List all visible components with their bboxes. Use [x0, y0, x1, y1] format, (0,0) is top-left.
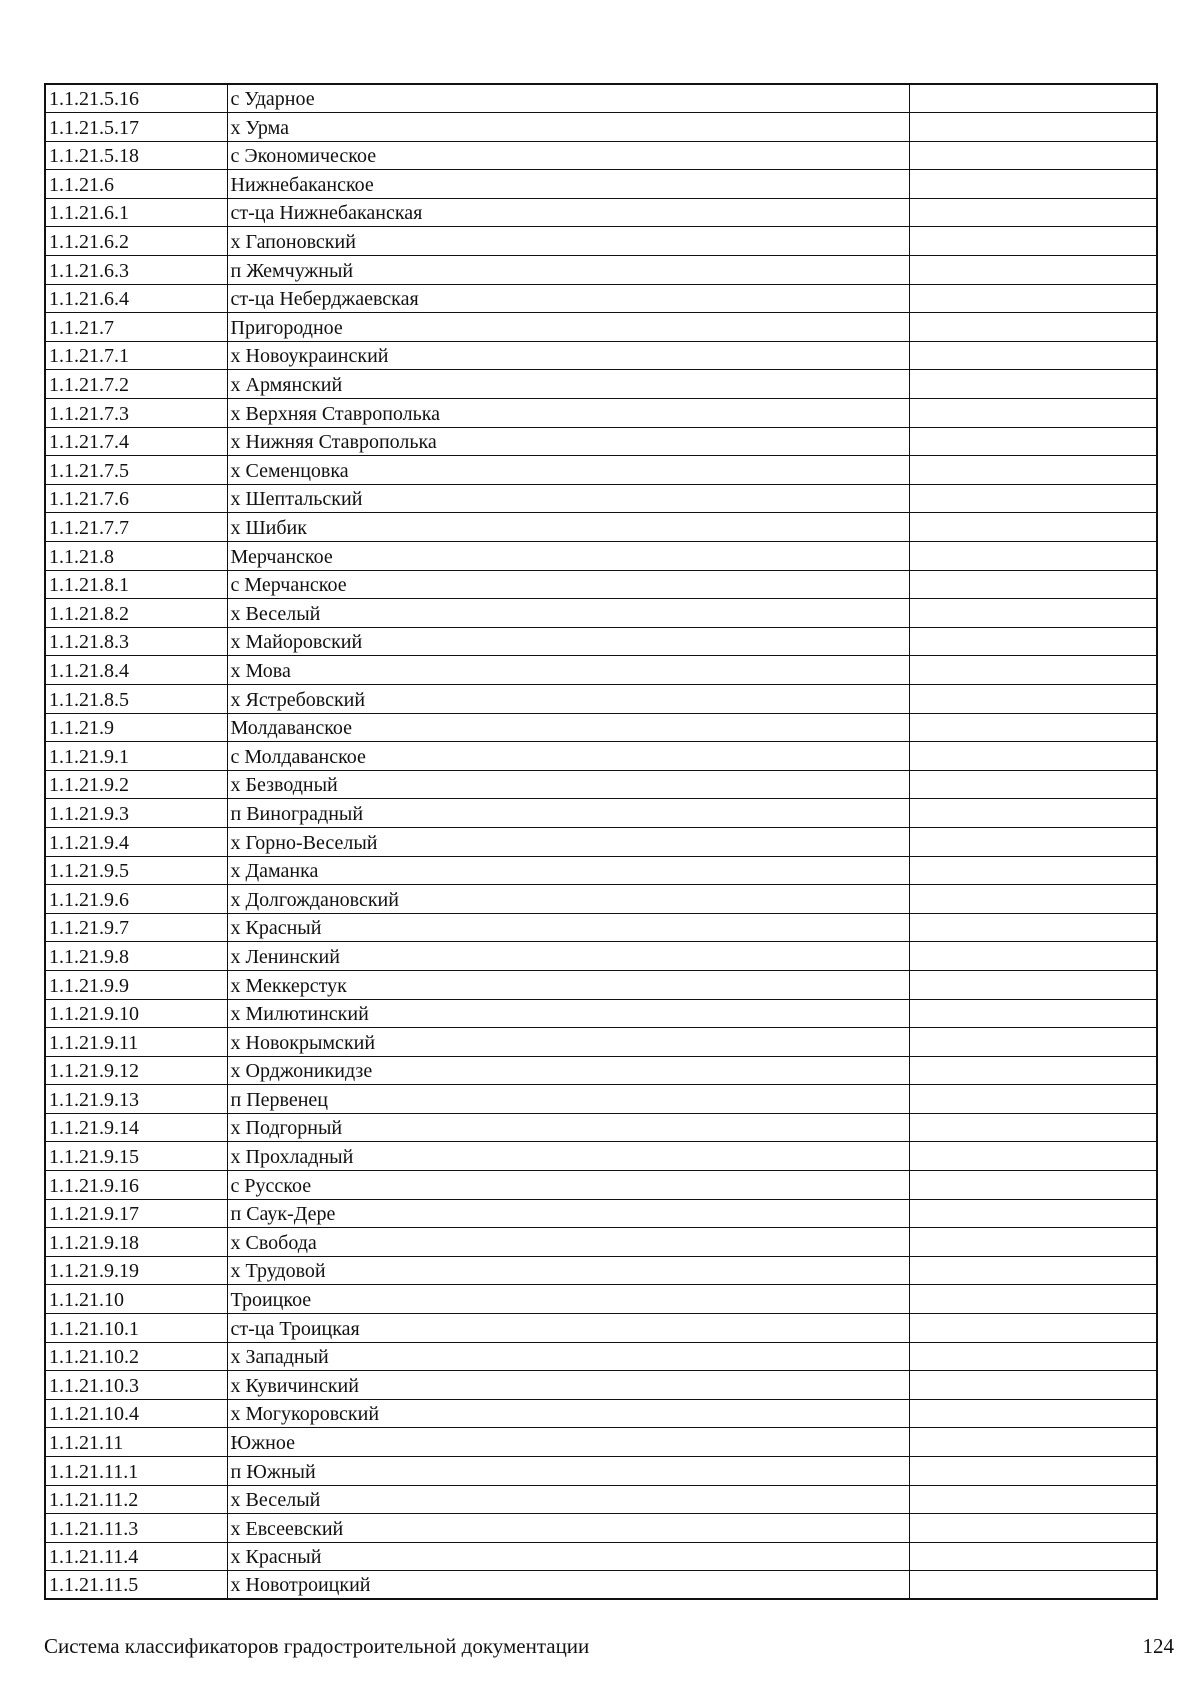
empty-cell [909, 1428, 1157, 1457]
table-row [45, 370, 1157, 399]
classifier-code-cell: 1.1.21.6.2 [45, 227, 227, 256]
table-row [45, 198, 1157, 227]
classifier-code-cell: 1.1.21.5.16 [45, 84, 227, 113]
classifier-code-cell: 1.1.21.5.17 [45, 113, 227, 142]
settlement-name-cell: ст-ца Неберджаевская [227, 284, 909, 313]
settlement-name-cell: х Евсеевский [227, 1514, 909, 1543]
classifier-code-cell: 1.1.21.7.7 [45, 513, 227, 542]
classifier-code-cell: 1.1.21.9.12 [45, 1056, 227, 1085]
table-row [45, 1085, 1157, 1114]
table-row [45, 770, 1157, 799]
table-row [45, 1314, 1157, 1343]
classifier-code-cell: 1.1.21.7.2 [45, 370, 227, 399]
table-row [45, 1256, 1157, 1285]
empty-cell [909, 141, 1157, 170]
empty-cell [909, 1542, 1157, 1571]
empty-cell [909, 599, 1157, 628]
empty-cell [909, 627, 1157, 656]
classifier-code-cell: 1.1.21.11.2 [45, 1485, 227, 1514]
classifier-code-cell: 1.1.21.6 [45, 170, 227, 199]
table-row [45, 599, 1157, 628]
table-row [45, 313, 1157, 342]
empty-cell [909, 227, 1157, 256]
settlement-name-cell: х Могукоровский [227, 1399, 909, 1428]
empty-cell [909, 513, 1157, 542]
classifier-code-cell: 1.1.21.9.11 [45, 1028, 227, 1057]
settlement-name-cell: п Жемчужный [227, 256, 909, 285]
classifier-code-cell: 1.1.21.9.10 [45, 999, 227, 1028]
empty-cell [909, 1399, 1157, 1428]
empty-cell [909, 1142, 1157, 1171]
classifier-code-cell: 1.1.21.10.2 [45, 1342, 227, 1371]
table-row [45, 1228, 1157, 1257]
settlement-name-cell: х Новоукраинский [227, 341, 909, 370]
settlement-name-cell: Мерчанское [227, 542, 909, 571]
settlement-name-cell: с Экономическое [227, 141, 909, 170]
empty-cell [909, 1342, 1157, 1371]
table-row [45, 684, 1157, 713]
settlement-name-cell: х Урма [227, 113, 909, 142]
table-row [45, 970, 1157, 999]
table-row [45, 1542, 1157, 1571]
settlement-name-cell: х Красный [227, 913, 909, 942]
classifier-code-cell: 1.1.21.10.4 [45, 1399, 227, 1428]
empty-cell [909, 542, 1157, 571]
classifier-code-cell: 1.1.21.8.5 [45, 684, 227, 713]
empty-cell [909, 1314, 1157, 1343]
settlement-name-cell: х Горно-Веселый [227, 827, 909, 856]
settlement-name-cell: Пригородное [227, 313, 909, 342]
classifier-code-cell: 1.1.21.9.5 [45, 856, 227, 885]
classifier-code-cell: 1.1.21.9.6 [45, 885, 227, 914]
table-row [45, 456, 1157, 485]
table-row [45, 1399, 1157, 1428]
settlement-name-cell: х Трудовой [227, 1256, 909, 1285]
table-row [45, 1457, 1157, 1486]
classifier-code-cell: 1.1.21.9.7 [45, 913, 227, 942]
settlement-name-cell: х Долгождановский [227, 885, 909, 914]
empty-cell [909, 827, 1157, 856]
empty-cell [909, 170, 1157, 199]
settlement-name-cell: х Веселый [227, 599, 909, 628]
classifier-code-cell: 1.1.21.11.5 [45, 1571, 227, 1600]
empty-cell [909, 1028, 1157, 1057]
table-row [45, 1342, 1157, 1371]
empty-cell [909, 570, 1157, 599]
classifier-code-cell: 1.1.21.8.3 [45, 627, 227, 656]
settlement-name-cell: ст-ца Нижнебаканская [227, 198, 909, 227]
empty-cell [909, 770, 1157, 799]
empty-cell [909, 1485, 1157, 1514]
footer-title: Система классификаторов градостроительной документации [44, 1634, 590, 1658]
page-footer [44, 1634, 1174, 1664]
settlement-name-cell: х Верхняя Ставрополька [227, 399, 909, 428]
empty-cell [909, 970, 1157, 999]
classifier-code-cell: 1.1.21.11.1 [45, 1457, 227, 1486]
classifier-code-cell: 1.1.21.10 [45, 1285, 227, 1314]
table-row [45, 341, 1157, 370]
table-row [45, 627, 1157, 656]
classifier-code-cell: 1.1.21.9.18 [45, 1228, 227, 1257]
classifier-code-cell: 1.1.21.9.2 [45, 770, 227, 799]
settlement-name-cell: Троицкое [227, 1285, 909, 1314]
table-row [45, 827, 1157, 856]
settlement-name-cell: х Меккерстук [227, 970, 909, 999]
empty-cell [909, 1285, 1157, 1314]
table-row [45, 1428, 1157, 1457]
settlement-name-cell: Молдаванское [227, 713, 909, 742]
classifier-code-cell: 1.1.21.8.1 [45, 570, 227, 599]
classifier-code-cell: 1.1.21.10.3 [45, 1371, 227, 1400]
classifier-code-cell: 1.1.21.9.9 [45, 970, 227, 999]
table-row [45, 1514, 1157, 1543]
table-row [45, 227, 1157, 256]
empty-cell [909, 1571, 1157, 1600]
classifier-code-cell: 1.1.21.8 [45, 542, 227, 571]
classifier-code-cell: 1.1.21.9.14 [45, 1113, 227, 1142]
empty-cell [909, 427, 1157, 456]
empty-cell [909, 1514, 1157, 1543]
settlement-name-cell: х Свобода [227, 1228, 909, 1257]
classifier-code-cell: 1.1.21.8.4 [45, 656, 227, 685]
empty-cell [909, 1457, 1157, 1486]
settlement-name-cell: х Западный [227, 1342, 909, 1371]
settlement-name-cell: х Нижняя Ставрополька [227, 427, 909, 456]
empty-cell [909, 399, 1157, 428]
table-row [45, 141, 1157, 170]
table-row [45, 513, 1157, 542]
empty-cell [909, 484, 1157, 513]
table-row [45, 484, 1157, 513]
settlement-name-cell: х Ястребовский [227, 684, 909, 713]
table-row [45, 399, 1157, 428]
settlement-name-cell: с Мерчанское [227, 570, 909, 599]
settlement-name-cell: х Безводный [227, 770, 909, 799]
settlement-name-cell: х Даманка [227, 856, 909, 885]
settlement-name-cell: Южное [227, 1428, 909, 1457]
table-row [45, 885, 1157, 914]
settlement-name-cell: х Новотроицкий [227, 1571, 909, 1600]
settlement-name-cell: х Новокрымский [227, 1028, 909, 1057]
classifier-code-cell: 1.1.21.9.17 [45, 1199, 227, 1228]
settlement-name-cell: х Красный [227, 1542, 909, 1571]
settlement-name-cell: с Ударное [227, 84, 909, 113]
empty-cell [909, 284, 1157, 313]
settlement-name-cell: х Веселый [227, 1485, 909, 1514]
settlement-name-cell: п Южный [227, 1457, 909, 1486]
settlement-name-cell: Нижнебаканское [227, 170, 909, 199]
empty-cell [909, 456, 1157, 485]
table-row [45, 1199, 1157, 1228]
classifier-code-cell: 1.1.21.9.1 [45, 742, 227, 771]
table-row [45, 1113, 1157, 1142]
classifier-code-cell: 1.1.21.7.4 [45, 427, 227, 456]
empty-cell [909, 799, 1157, 828]
empty-cell [909, 1085, 1157, 1114]
table-row [45, 427, 1157, 456]
settlement-name-cell: п Виноградный [227, 799, 909, 828]
empty-cell [909, 999, 1157, 1028]
table-row [45, 942, 1157, 971]
classifier-code-cell: 1.1.21.6.4 [45, 284, 227, 313]
empty-cell [909, 1228, 1157, 1257]
settlement-name-cell: х Шибик [227, 513, 909, 542]
classifier-code-cell: 1.1.21.6.3 [45, 256, 227, 285]
empty-cell [909, 370, 1157, 399]
classifier-code-cell: 1.1.21.9.4 [45, 827, 227, 856]
settlement-name-cell: п Саук-Дере [227, 1199, 909, 1228]
table-row [45, 913, 1157, 942]
classifier-code-cell: 1.1.21.9.15 [45, 1142, 227, 1171]
classifier-code-cell: 1.1.21.6.1 [45, 198, 227, 227]
table-row [45, 1171, 1157, 1200]
empty-cell [909, 113, 1157, 142]
settlement-name-cell: х Мова [227, 656, 909, 685]
empty-cell [909, 742, 1157, 771]
empty-cell [909, 341, 1157, 370]
table-row [45, 1371, 1157, 1400]
classifier-code-cell: 1.1.21.10.1 [45, 1314, 227, 1343]
classifier-code-cell: 1.1.21.7 [45, 313, 227, 342]
empty-cell [909, 1371, 1157, 1400]
table-row [45, 1285, 1157, 1314]
empty-cell [909, 313, 1157, 342]
classifier-code-cell: 1.1.21.9.3 [45, 799, 227, 828]
table-row [45, 542, 1157, 571]
classifier-code-cell: 1.1.21.7.1 [45, 341, 227, 370]
table-row [45, 713, 1157, 742]
table-row [45, 170, 1157, 199]
empty-cell [909, 1113, 1157, 1142]
classifier-code-cell: 1.1.21.7.5 [45, 456, 227, 485]
table-row [45, 256, 1157, 285]
settlement-name-cell: ст-ца Троицкая [227, 1314, 909, 1343]
classifier-code-cell: 1.1.21.11.4 [45, 1542, 227, 1571]
empty-cell [909, 885, 1157, 914]
classifier-code-cell: 1.1.21.5.18 [45, 141, 227, 170]
table-row [45, 1142, 1157, 1171]
settlement-name-cell: х Подгорный [227, 1113, 909, 1142]
empty-cell [909, 856, 1157, 885]
settlement-name-cell: п Первенец [227, 1085, 909, 1114]
classifier-code-cell: 1.1.21.8.2 [45, 599, 227, 628]
table-row [45, 113, 1157, 142]
table-row [45, 856, 1157, 885]
empty-cell [909, 942, 1157, 971]
settlement-name-cell: х Кувичинский [227, 1371, 909, 1400]
table-row [45, 999, 1157, 1028]
empty-cell [909, 1199, 1157, 1228]
table-row [45, 1571, 1157, 1600]
settlement-name-cell: х Гапоновский [227, 227, 909, 256]
table-row [45, 570, 1157, 599]
classifier-code-cell: 1.1.21.7.6 [45, 484, 227, 513]
settlement-name-cell: с Русское [227, 1171, 909, 1200]
empty-cell [909, 1056, 1157, 1085]
page-number: 124 [1142, 1634, 1174, 1658]
empty-cell [909, 256, 1157, 285]
empty-cell [909, 1171, 1157, 1200]
classifier-code-cell: 1.1.21.9.19 [45, 1256, 227, 1285]
settlement-name-cell: х Семенцовка [227, 456, 909, 485]
table-row [45, 799, 1157, 828]
table-row [45, 284, 1157, 313]
table-row [45, 1485, 1157, 1514]
classifier-table-body [45, 84, 1157, 1599]
classifier-code-cell: 1.1.21.9.8 [45, 942, 227, 971]
table-row [45, 656, 1157, 685]
classifier-code-cell: 1.1.21.9.13 [45, 1085, 227, 1114]
empty-cell [909, 684, 1157, 713]
settlement-name-cell: х Прохладный [227, 1142, 909, 1171]
table-row [45, 84, 1157, 113]
settlement-name-cell: х Ленинский [227, 942, 909, 971]
settlement-name-cell: х Милютинский [227, 999, 909, 1028]
classifier-table [44, 83, 1158, 1600]
empty-cell [909, 713, 1157, 742]
classifier-code-cell: 1.1.21.7.3 [45, 399, 227, 428]
empty-cell [909, 198, 1157, 227]
classifier-code-cell: 1.1.21.9 [45, 713, 227, 742]
classifier-code-cell: 1.1.21.9.16 [45, 1171, 227, 1200]
settlement-name-cell: х Майоровский [227, 627, 909, 656]
empty-cell [909, 1256, 1157, 1285]
table-row [45, 1028, 1157, 1057]
table-row [45, 1056, 1157, 1085]
classifier-code-cell: 1.1.21.11 [45, 1428, 227, 1457]
settlement-name-cell: х Армянский [227, 370, 909, 399]
empty-cell [909, 656, 1157, 685]
settlement-name-cell: с Молдаванское [227, 742, 909, 771]
empty-cell [909, 913, 1157, 942]
empty-cell [909, 84, 1157, 113]
table-row [45, 742, 1157, 771]
settlement-name-cell: х Шептальский [227, 484, 909, 513]
classifier-code-cell: 1.1.21.11.3 [45, 1514, 227, 1543]
settlement-name-cell: х Орджоникидзе [227, 1056, 909, 1085]
